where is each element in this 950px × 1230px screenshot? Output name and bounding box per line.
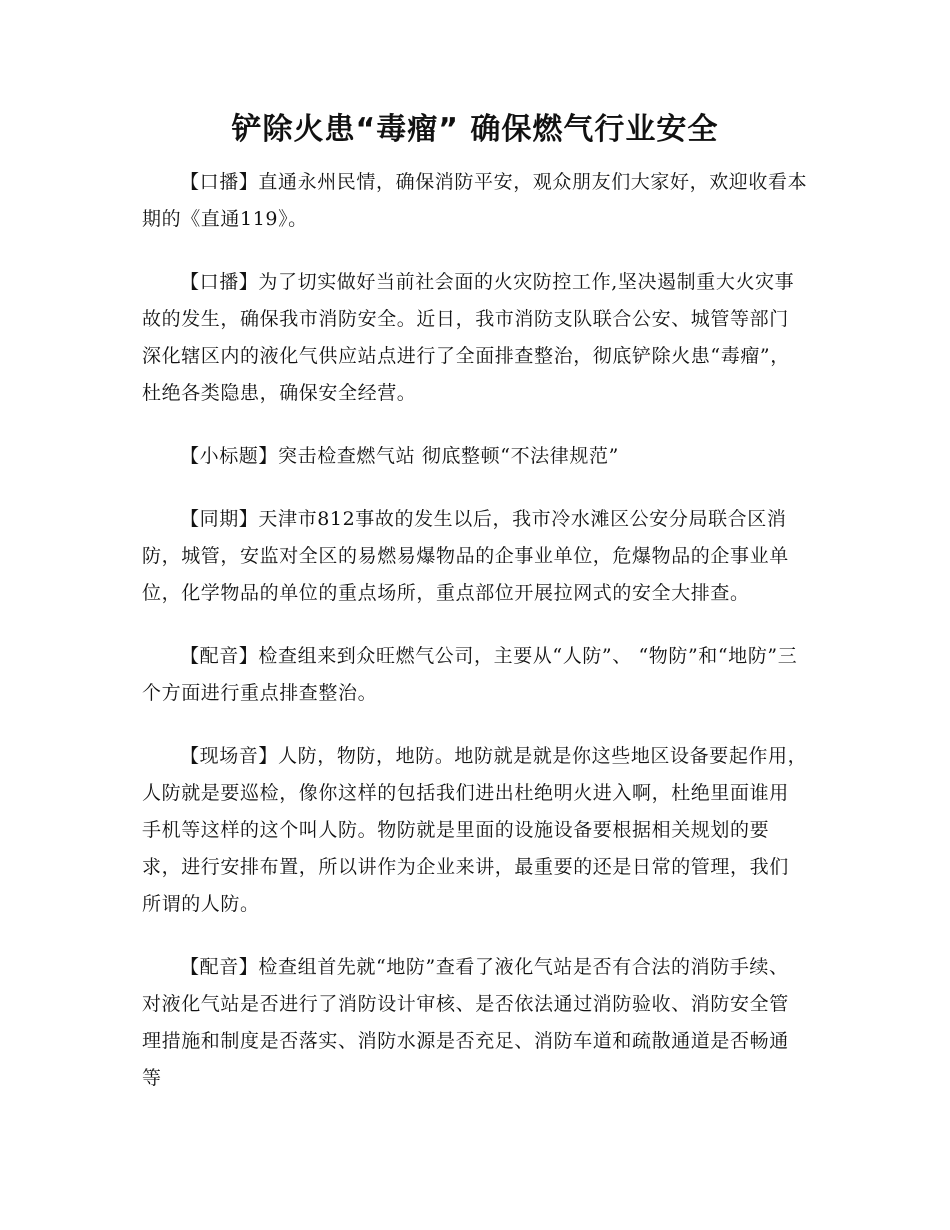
paragraph-4 [142,501,808,612]
paragraph-tag: 【小标题】 [180,445,279,467]
paragraph-tag: 【现场音】 [180,745,279,767]
subheading-paragraph [142,438,808,475]
paragraph-text: 检查组首先就“地防”查看了液化气站是否有合法的消防手续、对液化气站是否进行了消防设计审核、是否依法通过消防验收、消防安全管理措施和制度是否落实、消防水源是否充足、消防车道和疏散通道是否畅通等 [142,956,789,1089]
paragraph-tag: 【配音】 [180,956,259,978]
paragraph-text: 检查组来到众旺燃气公司，主要从“人防”、 “物防”和“地防”三个方面进行重点排查整治。 [142,645,798,704]
paragraph-tag: 【口播】 [180,171,259,193]
paragraph-7 [142,949,808,1097]
document-body [142,164,808,1123]
paragraph-text: 为了切实做好当前社会面的火灾防控工作,坚决遏制重大火灾事故的发生，确保我市消防安全。近日，我市消防支队联合公安、城管等部门深化辖区内的液化气供应站点进行了全面排查整治，彻底铲除火患“毒瘤”，杜绝各类隐患，确保安全经营。 [142,271,795,404]
paragraph-1 [142,164,808,238]
paragraph-tag: 【配音】 [180,645,259,667]
paragraph-6 [142,738,808,923]
paragraph-2 [142,264,808,412]
paragraph-tag: 【口播】 [180,271,259,293]
paragraph-text: 人防，物防，地防。地防就是就是你这些地区设备要起作用，人防就是要巡检，像你这样的包括我们进出杜绝明火进入啊，杜绝里面谁用手机等这样的这个叫人防。物防就是里面的设施设备要根据相关规划的要求，进行安排布置，所以讲作为企业来讲，最重要的还是日常的管理，我们所谓的人防。 [142,745,808,915]
paragraph-text: 直通永州民情，确保消防平安，观众朋友们大家好，欢迎收看本期的《直通119》。 [142,171,808,230]
subheading-text: 突击检查燃气站 彻底整顿“不法律规范” [278,445,619,467]
paragraph-text: 天津市812事故的发生以后，我市冷水滩区公安分局联合区消防，城管，安监对全区的易燃易爆物品的企事业单位，危爆物品的企事业单位，化学物品的单位的重点场所，重点部位开展拉网式的安全大排查。 [142,508,789,604]
document-title: 铲除火患“毒瘤” 确保燃气行业安全 [231,112,719,147]
paragraph-5 [142,638,808,712]
paragraph-tag: 【同期】 [180,508,259,530]
